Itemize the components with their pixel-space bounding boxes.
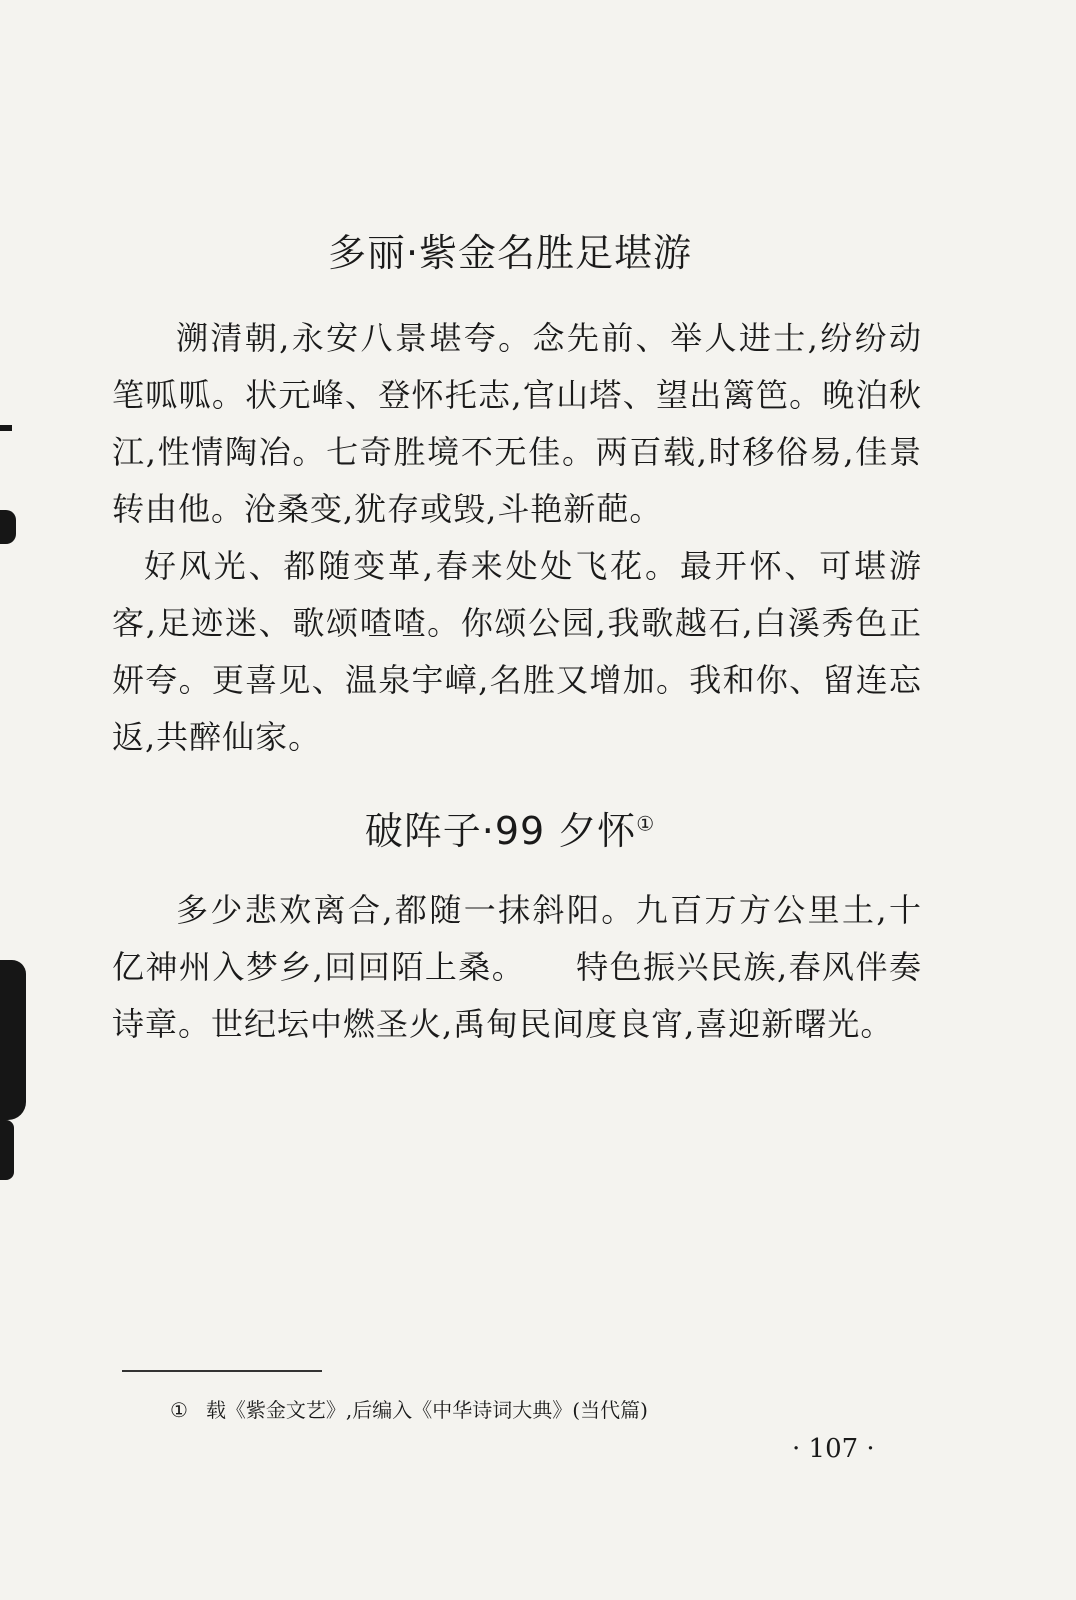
footnote-reference: ① [636,811,656,836]
footnote-text: 载《紫金文艺》,后编入《中华诗词大典》(当代篇) [205,1398,648,1422]
scan-edge-stain [0,1120,14,1180]
scan-edge-stain [0,960,26,1120]
scan-edge-stain [0,510,16,544]
page-number: · 107 · [792,1434,875,1464]
footnote-divider [122,1370,322,1372]
poem-title: 多丽·紫金名胜足堪游 [327,231,693,275]
poem-title [0,800,1020,855]
footnote [170,1394,648,1423]
footnote-mark: ① [170,1398,188,1422]
poem-stanza: 好风光、都随变革,春来处处飞花。最开怀、可堪游客,足迹迷、歌颂喳喳。你颂公园,我歌越石,白溪秀色正妍夸。更喜见、温泉宇嶂,名胜又增加。我和你、留连忘返,共醉仙家。 [112,547,922,756]
poem-title-text: 破阵子·99 夕怀 [364,809,637,853]
poem-body: 多少悲欢离合,都随一抹斜阳。九百万方公里土,十亿神州入梦乡,回回陌上桑。 特色振兴民族,春风伴奏诗章。世纪坛中燃圣火,禹甸民间度良宵,喜迎新曙光。 [112,891,922,1043]
poem-stanza: 溯清朝,永安八景堪夸。念先前、举人进士,纷纷动笔呱呱。状元峰、登怀托志,官山塔、望出篱笆。晚泊秋江,性情陶冶。七奇胜境不无佳。两百载,时移俗易,佳景转由他。沧桑变,犹存或毁,斗艳新葩。 [112,319,922,528]
scan-edge-stain [0,425,12,431]
